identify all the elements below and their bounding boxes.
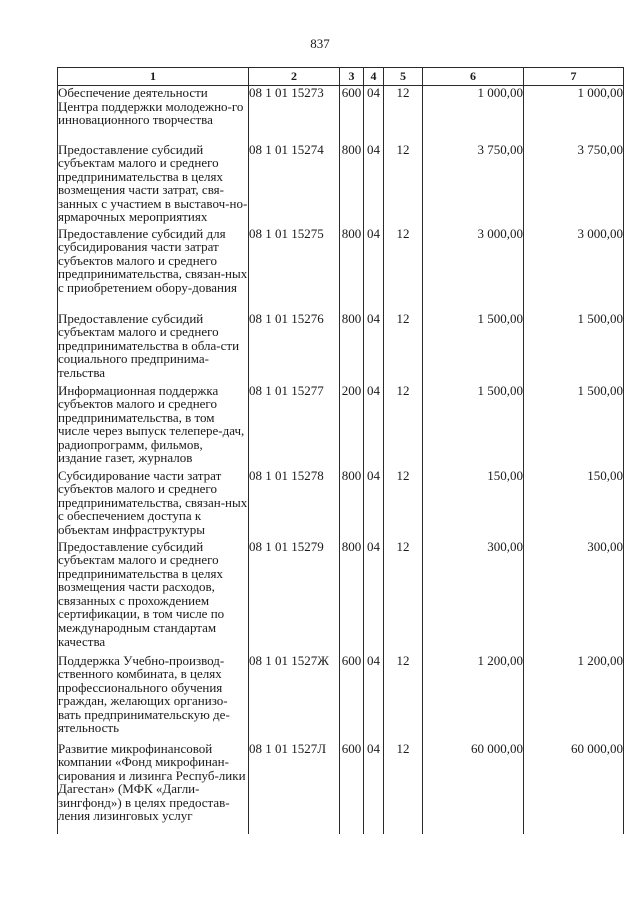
row-amount-6: 1 200,00 (423, 654, 524, 742)
row-col3: 600 (340, 86, 364, 143)
row-code: 08 1 01 15278 (249, 469, 340, 540)
column-header: 3 (340, 68, 364, 86)
table-row (58, 227, 624, 312)
table-header-row (58, 68, 624, 86)
row-col5: 12 (384, 312, 423, 384)
row-name: Обеспечение деятельности Центра поддержки молодежно-го инновационного творчества (58, 86, 249, 143)
row-code: 08 1 01 1527Ж (249, 654, 340, 742)
table-row (58, 540, 624, 654)
column-header: 2 (249, 68, 340, 86)
column-header: 7 (524, 68, 624, 86)
row-col3: 600 (340, 654, 364, 742)
row-col5: 12 (384, 143, 423, 227)
row-col3: 800 (340, 469, 364, 540)
row-amount-7: 1 000,00 (524, 86, 624, 143)
row-col4: 04 (364, 143, 384, 227)
column-header: 4 (364, 68, 384, 86)
row-col4: 04 (364, 227, 384, 312)
row-name: Предоставление субсидий субъектам малого и среднего предпринимательства в целях возмещения части затрат, свя-занных с участием в выставоч-но-ярмарочных мероприятиях (58, 143, 249, 227)
row-code: 08 1 01 15273 (249, 86, 340, 143)
row-col5: 12 (384, 384, 423, 469)
table-row (58, 384, 624, 469)
row-code: 08 1 01 15275 (249, 227, 340, 312)
page-number: 837 (310, 36, 330, 51)
row-col5: 12 (384, 742, 423, 834)
row-amount-6: 1 500,00 (423, 384, 524, 469)
row-col5: 12 (384, 86, 423, 143)
row-amount-6: 60 000,00 (423, 742, 524, 834)
row-col3: 800 (340, 312, 364, 384)
budget-table (57, 67, 624, 834)
row-name: Развитие микрофинансовой компании «Фонд микрофинан-сирования и лизинга Респуб-лики Дагестан» (МФК «Дагли-зингфонд») в целях предостав-ления лизинговых услуг (58, 742, 249, 834)
row-amount-7: 300,00 (524, 540, 624, 654)
row-amount-6: 300,00 (423, 540, 524, 654)
row-amount-7: 150,00 (524, 469, 624, 540)
row-name: Предоставление субсидий субъектам малого и среднего предпринимательства в целях возмещения части расходов, связанных с прохождением сертификации, в том числе по международным стандартам качества (58, 540, 249, 654)
column-header: 5 (384, 68, 423, 86)
row-amount-7: 1 500,00 (524, 384, 624, 469)
table-row (58, 469, 624, 540)
row-amount-7: 1 200,00 (524, 654, 624, 742)
row-col4: 04 (364, 540, 384, 654)
row-col4: 04 (364, 654, 384, 742)
row-amount-6: 150,00 (423, 469, 524, 540)
row-col5: 12 (384, 469, 423, 540)
row-name: Предоставление субсидий субъектам малого и среднего предпринимательства в обла-сти социального предпринима-тельства (58, 312, 249, 384)
row-amount-6: 3 750,00 (423, 143, 524, 227)
row-amount-6: 1 500,00 (423, 312, 524, 384)
row-code: 08 1 01 15274 (249, 143, 340, 227)
row-amount-6: 3 000,00 (423, 227, 524, 312)
row-col4: 04 (364, 86, 384, 143)
row-col3: 600 (340, 742, 364, 834)
table-row (58, 654, 624, 742)
row-amount-7: 3 000,00 (524, 227, 624, 312)
row-name: Субсидирование части затрат субъектов малого и среднего предпринимательства, связан-ных с обеспечением доступа к объектам инфраструктуры (58, 469, 249, 540)
row-amount-7: 3 750,00 (524, 143, 624, 227)
row-col5: 12 (384, 540, 423, 654)
row-code: 08 1 01 15277 (249, 384, 340, 469)
row-name: Предоставление субсидий для субсидирования части затрат субъектов малого и среднего предпринимательства, связан-ных с приобретением обору-дования (58, 227, 249, 312)
table-row (58, 143, 624, 227)
row-code: 08 1 01 15279 (249, 540, 340, 654)
row-code: 08 1 01 15276 (249, 312, 340, 384)
row-name: Поддержка Учебно-производ-ственного комбината, в целях профессионального обучения граждан, желающих организо-вать предпринимательскую де-ятельность (58, 654, 249, 742)
column-header: 1 (58, 68, 249, 86)
row-col4: 04 (364, 384, 384, 469)
row-col5: 12 (384, 227, 423, 312)
row-name: Информационная поддержка субъектов малого и среднего предпринимательства, в том числе через выпуск телепере-дач, радиопрограмм, фильмов, издание газет, журналов (58, 384, 249, 469)
row-col4: 04 (364, 742, 384, 834)
table-row (58, 86, 624, 143)
row-col3: 800 (340, 540, 364, 654)
row-col5: 12 (384, 654, 423, 742)
row-col3: 800 (340, 227, 364, 312)
row-col4: 04 (364, 469, 384, 540)
row-col4: 04 (364, 312, 384, 384)
row-amount-7: 60 000,00 (524, 742, 624, 834)
table-row (58, 312, 624, 384)
row-code: 08 1 01 1527Л (249, 742, 340, 834)
row-amount-7: 1 500,00 (524, 312, 624, 384)
row-col3: 800 (340, 143, 364, 227)
row-col3: 200 (340, 384, 364, 469)
row-amount-6: 1 000,00 (423, 86, 524, 143)
table-row (58, 742, 624, 834)
column-header: 6 (423, 68, 524, 86)
